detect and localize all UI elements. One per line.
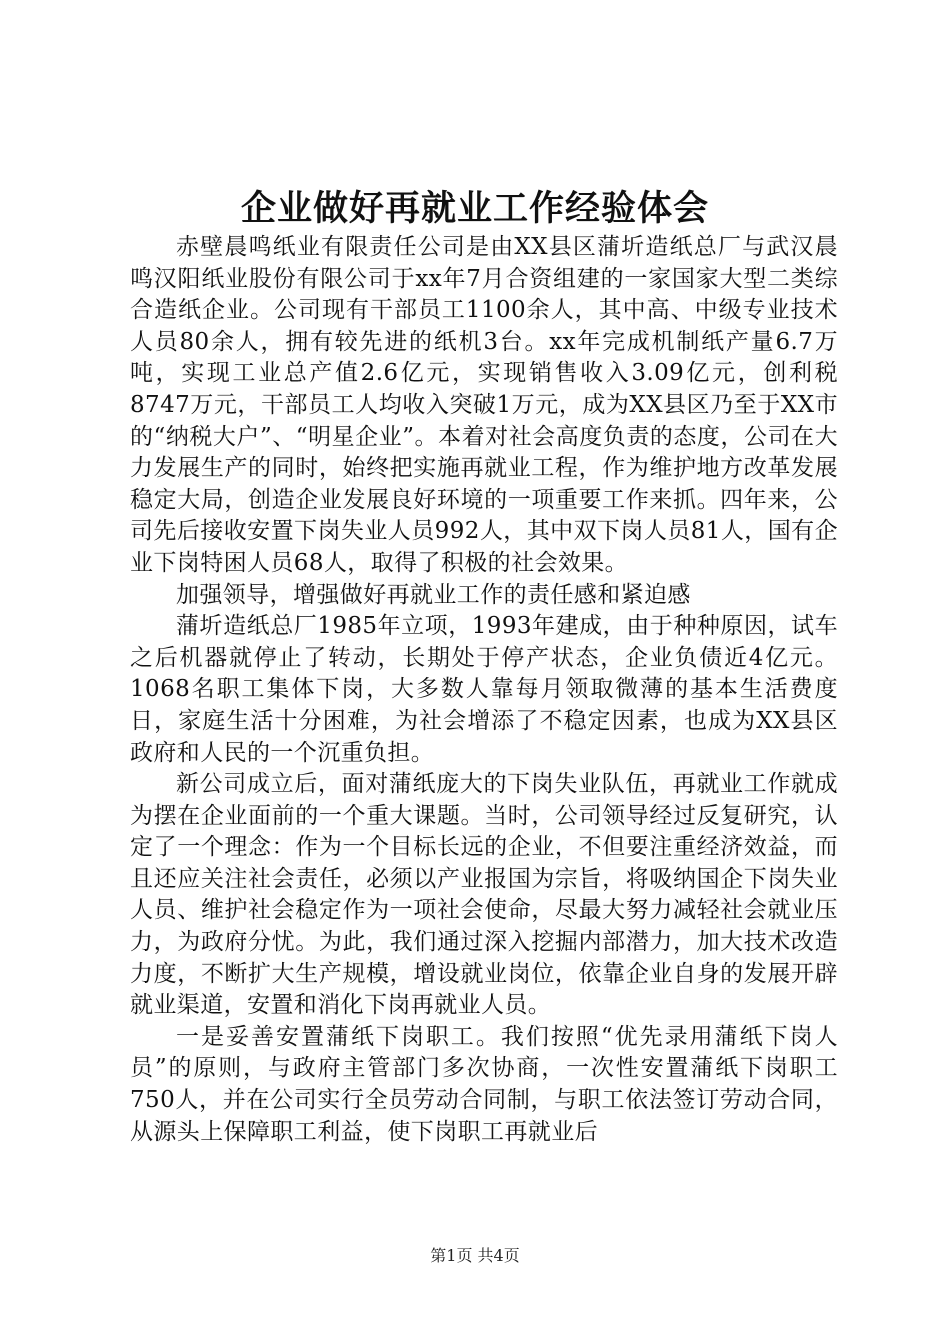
document-body — [130, 232, 838, 1148]
page-number: 第1页 — [430, 1246, 473, 1265]
paragraph-first-measure: 一是妥善安置蒲纸下岗职工。我们按照“优先录用蒲纸下岗人员”的原则，与政府主管部门多次协商，一次性安置蒲纸下岗职工750人，并在公司实行全员劳动合同制，与职工依法签订劳动合同，从源头上保障职工利益，使下岗职工再就业后 — [130, 1023, 838, 1145]
document-title: 企业做好再就业工作经验体会 — [240, 188, 709, 229]
paragraph-history: 蒲圻造纸总厂1985年立项，1993年建成，由于种种原因，试车之后机器就停止了转动，长期处于停产状态，企业负债近4亿元。1068名职工集体下岗，大多数人靠每月领取微薄的基本生活费度日，家庭生活十分困难，为社会增添了不稳定因素，也成为XX县区政府和人民的一个沉重负担。 — [130, 613, 838, 766]
page-footer — [0, 1245, 950, 1267]
paragraph-section-heading: 加强领导，增强做好再就业工作的责任感和紧迫感 — [176, 581, 691, 608]
page-total: 共4页 — [477, 1246, 520, 1265]
paragraph-new-company: 新公司成立后，面对蒲纸庞大的下岗失业队伍，再就业工作就成为摆在企业面前的一个重大课题。当时，公司领导经过反复研究，认定了一个理念：作为一个目标长远的企业，不但要注重经济效益，而且还应关注社会责任，必须以产业报国为宗旨，将吸纳国企下岗失业人员、维护社会稳定作为一项社会使命，尽最大努力减轻社会就业压力，为政府分忧。为此，我们通过深入挖掘内部潜力，加大技术改造力度，不断扩大生产规模，增设就业岗位，依靠企业自身的发展开辟就业渠道，安置和消化下岗再就业人员。 — [130, 771, 838, 1019]
paragraph-company-intro: 赤壁晨鸣纸业有限责任公司是由XX县区蒲圻造纸总厂与武汉晨鸣汉阳纸业股份有限公司于xx年7月合资组建的一家国家大型二类综合造纸企业。公司现有干部员工1100余人，其中高、中级专业技术人员80余人，拥有较先进的纸机3台。xx年完成机制纸产量6.7万吨，实现工业总产值2.6亿元，实现销售收入3.09亿元，创利税8747万元，干部员工人均收入突破1万元，成为XX县区乃至于XX市的“纳税大户”、“明星企业”。本着对社会高度负责的态度，公司在大力发展生产的同时，始终把实施再就业工程，作为维护地方改革发展稳定大局，创造企业发展良好环境的一项重要工作来抓。四年来，公司先后接收安置下岗失业人员992人，其中双下岗人员81人，国有企业下岗特困人员68人，取得了积极的社会效果。 — [130, 234, 838, 576]
